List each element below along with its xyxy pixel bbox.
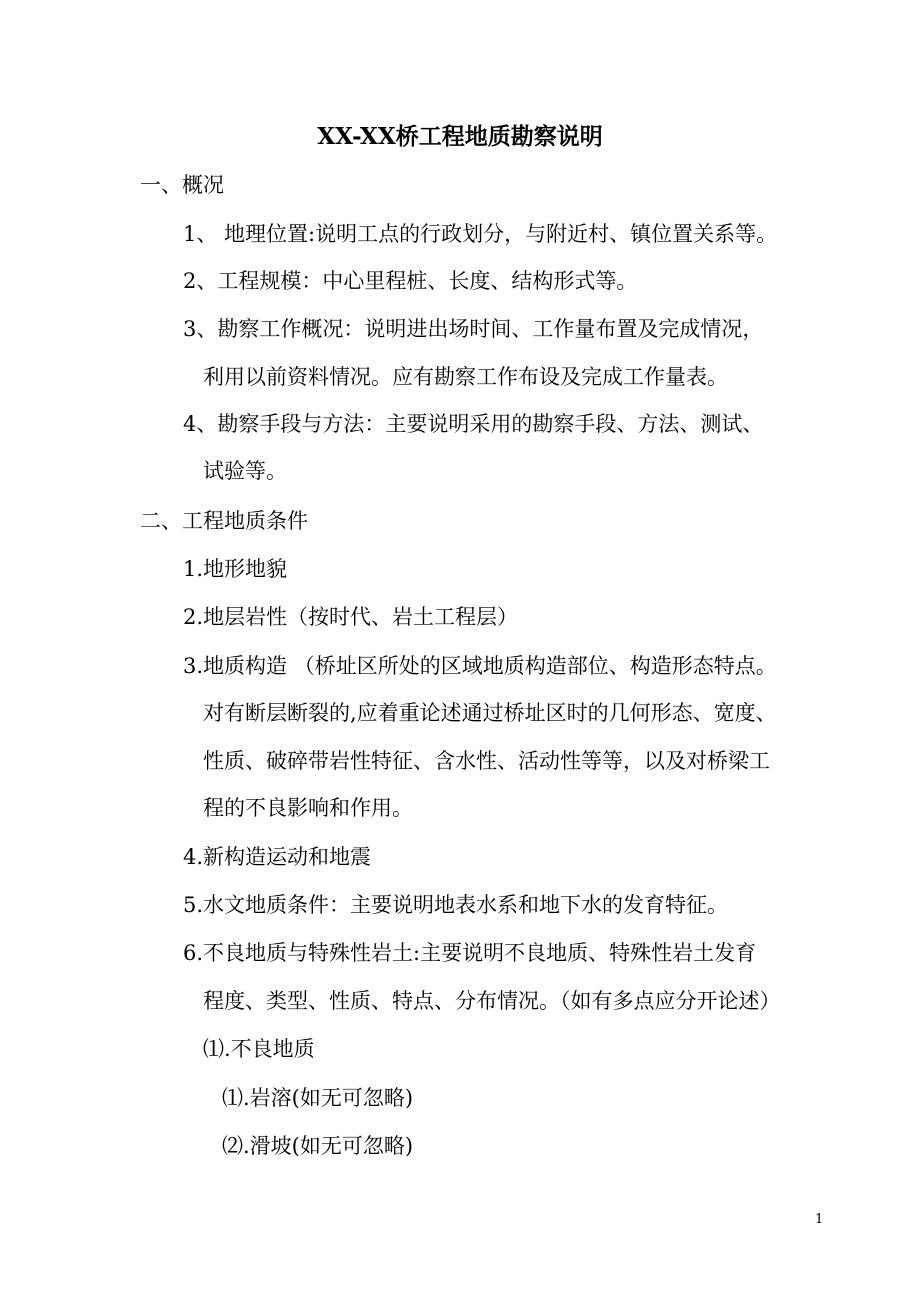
list-item: 2.地层岩性（按时代、岩土工程层） bbox=[183, 605, 519, 629]
list-item: 3.地质构造 （桥址区所处的区域地质构造部位、构造形态特点。 bbox=[183, 654, 777, 678]
list-item-continuation: 利用以前资料情况。应有勘察工作布设及完成工作量表。 bbox=[203, 365, 728, 389]
list-item: 4、勘察手段与方法：主要说明采用的勘察手段、方法、测试、 bbox=[183, 412, 764, 436]
list-item-continuation: 程的不良影响和作用。 bbox=[203, 796, 413, 820]
page-number: 1 bbox=[815, 1212, 824, 1227]
section-heading: 一、概况 bbox=[140, 173, 224, 197]
list-item-continuation: 性质、破碎带岩性特征、含水性、活动性等等，以及对桥梁工 bbox=[203, 749, 770, 773]
list-item: 6.不良地质与特殊性岩土:主要说明不良地质、特殊性岩土发育 bbox=[183, 941, 757, 965]
sub-sub-item: ⑵.滑坡(如无可忽略) bbox=[222, 1134, 414, 1158]
list-item-continuation: 程度、类型、性质、特点、分布情况。（如有多点应分开论述） bbox=[203, 989, 781, 1013]
sub-item: ⑴.不良地质 bbox=[203, 1037, 315, 1061]
sub-sub-item: ⑴.岩溶(如无可忽略) bbox=[222, 1086, 414, 1110]
list-item-continuation: 对有断层断裂的,应着重论述通过桥址区时的几何形态、宽度、 bbox=[203, 701, 777, 725]
list-item-continuation: 试验等。 bbox=[203, 459, 287, 483]
list-item: 1、 地理位置:说明工点的行政划分，与附近村、镇位置关系等。 bbox=[183, 222, 778, 246]
list-item: 4.新构造运动和地震 bbox=[183, 845, 372, 869]
list-item: 2、工程规模：中心里程桩、长度、结构形式等。 bbox=[183, 269, 638, 293]
list-item: 5.水文地质条件：主要说明地表水系和地下水的发育特征。 bbox=[183, 893, 729, 917]
list-item: 3、勘察工作概况：说明进出场时间、工作量布置及完成情况， bbox=[183, 317, 764, 341]
document-title: XX-XX桥工程地质勘察说明 bbox=[317, 123, 603, 150]
section-heading: 二、工程地质条件 bbox=[140, 509, 308, 533]
list-item: 1.地形地貌 bbox=[183, 557, 288, 581]
